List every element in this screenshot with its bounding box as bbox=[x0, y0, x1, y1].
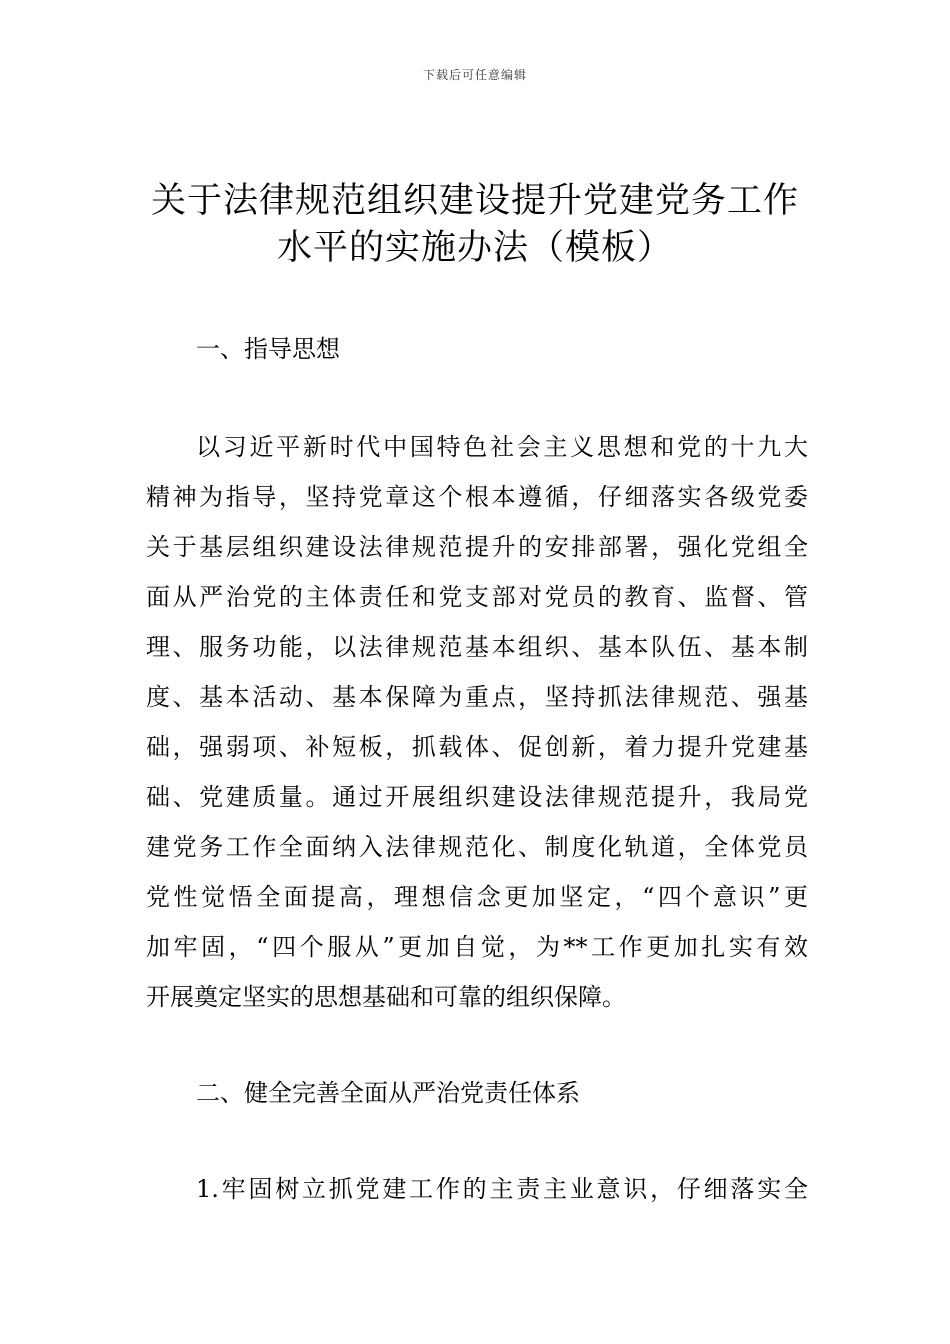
paragraph-line: 度、基本活动、基本保障为重点，坚持抓法律规范、强基 bbox=[146, 683, 808, 711]
section-heading-responsibility-system: 二、健全完善全面从严治党责任体系 bbox=[196, 1079, 580, 1107]
paragraph-line: 精神为指导，坚持党章这个根本遵循，仔细落实各级党委 bbox=[146, 483, 808, 511]
paragraph-line: 关于基层组织建设法律规范提升的安排部署，强化党组全 bbox=[146, 533, 808, 561]
paragraph-line: 1.牢固树立抓党建工作的主责主业意识，仔细落实全 bbox=[196, 1175, 808, 1203]
title-line: 水平的实施办法（模板） bbox=[276, 228, 673, 268]
paragraph-line: 础，强弱项、补短板，抓载体、促创新，着力提升党建基 bbox=[146, 733, 808, 761]
paragraph-line: 面从严治党的主体责任和党支部对党员的教育、监督、管 bbox=[146, 583, 808, 611]
item-1-paragraph bbox=[146, 1164, 808, 1214]
section-heading-guiding-ideology: 一、指导思想 bbox=[196, 335, 340, 363]
paragraph-line: 理、服务功能，以法律规范基本组织、基本队伍、基本制 bbox=[146, 633, 808, 661]
paragraph-line: 础、党建质量。通过开展组织建设法律规范提升，我局党 bbox=[146, 783, 808, 811]
paragraph-line: 以习近平新时代中国特色社会主义思想和党的十九大 bbox=[196, 433, 808, 461]
paragraph-line: 建党务工作全面纳入法律规范化、制度化轨道，全体党员 bbox=[146, 833, 808, 861]
paragraph-line: 加牢固，“四个服从”更加自觉，为**工作更加扎实有效 bbox=[146, 933, 808, 961]
header-note: 下载后可任意编辑 bbox=[422, 68, 527, 82]
paragraph-line: 党性觉悟全面提高，理想信念更加坚定，“四个意识”更 bbox=[146, 883, 808, 911]
document-title bbox=[150, 178, 800, 272]
paragraph-line: 开展奠定坚实的思想基础和可靠的组织保障。 bbox=[146, 983, 626, 1011]
title-line: 关于法律规范组织建设提升党建党务工作 bbox=[150, 181, 799, 221]
guiding-ideology-paragraph bbox=[146, 422, 808, 1022]
